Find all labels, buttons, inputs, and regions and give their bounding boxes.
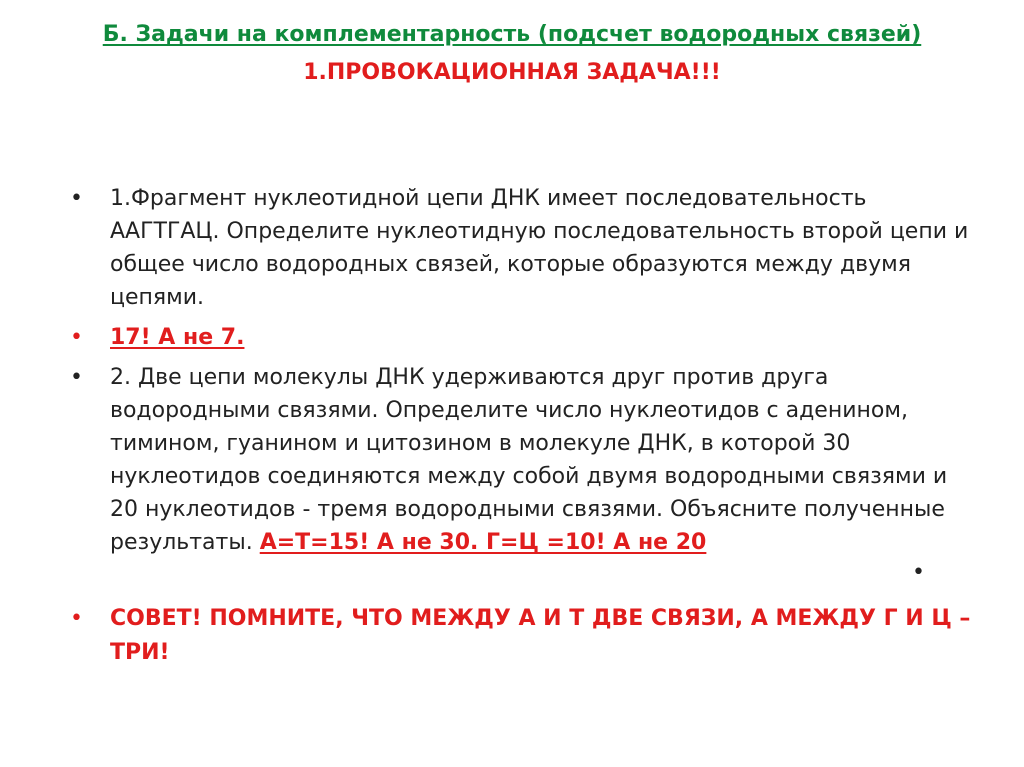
tip-item: [70, 602, 975, 670]
tip-block: [70, 602, 975, 677]
task-list: [70, 182, 975, 566]
task-2-item: [70, 361, 975, 559]
bullet-icon: •: [70, 365, 83, 390]
slide-subheading: 1.ПРОВОКАЦИОННАЯ ЗАДАЧА!!!: [303, 60, 721, 85]
answer-1-item: [70, 321, 975, 354]
bullet-icon: •: [70, 186, 83, 211]
answer-2-text: А=Т=15! А не 30. Г=Ц =10! А не 20: [259, 530, 707, 555]
empty-bullet-icon: •: [912, 560, 925, 585]
answer-1-text: 17! А не 7.: [110, 325, 245, 350]
task-2-text: 2. Две цепи молекулы ДНК удерживаются друг против друга водородными связями. Определите число нуклеотидов с аденином, тимином, гуанином и цитозином в молекуле ДНК, в которой 30 нуклеотидов соединяются между собой двумя водородными связями и 20 нуклеотидов - тремя водородными связями. Объясните полученные результаты.: [110, 365, 948, 555]
bullet-icon: •: [70, 325, 83, 350]
bullet-icon: •: [70, 606, 83, 631]
tip-text: СОВЕТ! ПОМНИТЕ, ЧТО МЕЖДУ А И Т ДВЕ СВЯЗИ, А МЕЖДУ Г И Ц – ТРИ!: [110, 606, 971, 665]
task-1-item: [70, 182, 975, 314]
task-1-text: 1.Фрагмент нуклеотидной цепи ДНК имеет последовательность ААГТГАЦ. Определите нуклеотидную последовательность второй цепи и общее число водородных связей, которые образуются между двумя цепями.: [110, 186, 969, 310]
slide-heading: Б. Задачи на комплементарность (подсчет водородных связей): [102, 22, 922, 47]
